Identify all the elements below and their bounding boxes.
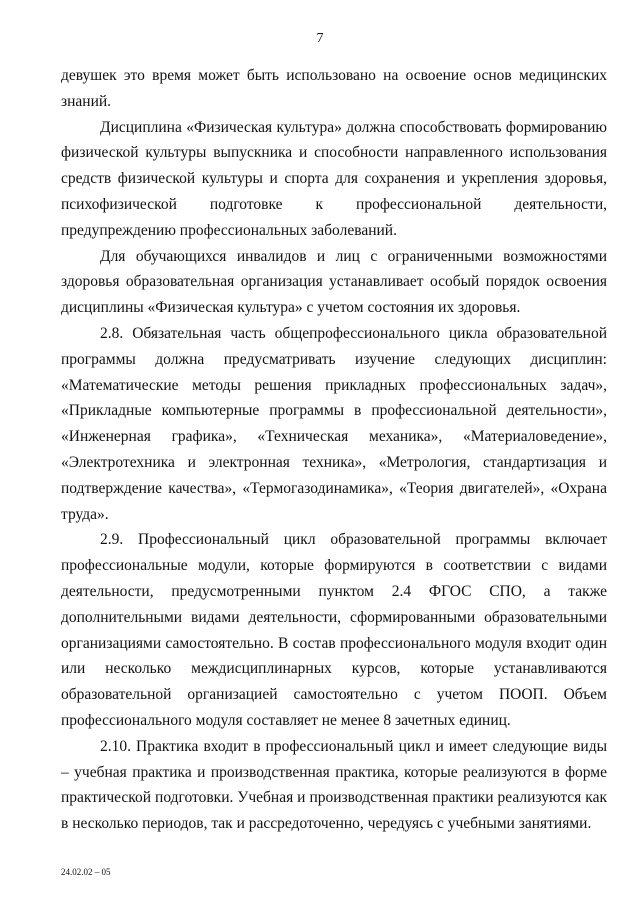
page-number: 7 (316, 31, 324, 46)
paragraph-physical-culture: Дисциплина «Физическая культура» должна способствовать формированию физической культуры выпускника и способности направленного использования средств физической культуры и спорта для сохранения и укрепления здоровья, психофизической подготовке к профессиональной деятельности, предупреждению профессиональных заболеваний. (61, 118, 607, 239)
paragraph-2-9: 2.9. Профессиональный цикл образовательной программы включает профессиональные модули, которые формируются в соответствии с видами деятельности, предусмотренными пунктом 2.4 ФГОС СПО, а также дополнительными видами деятельности, сформированными образовательными организациями самостоятельно. В состав профессионального модуля входит один или несколько междисциплинарных курсов, которые устанавливаются образовательной организацией самостоятельно с учетом ПООП. Объем профессионального модуля составляет не менее 8 зачетных единиц. (61, 531, 607, 729)
paragraph-disabled-students: Для обучающихся инвалидов и лиц с ограниченными возможностями здоровья образовательная организация устанавливает особый порядок освоения дисциплины «Физическая культура» с учетом состояния их здоровья. (61, 247, 607, 317)
paragraph-2-8: 2.8. Обязательная часть общепрофессионального цикла образовательной программы должна предусматривать изучение следующих дисциплин: «Математические методы решения прикладных профессиональных задач», «Прикладные компьютерные программы в профессиональной деятельности», «Инженерная графика», «Техническая механика», «Материаловедение», «Электротехника и электронная техника», «Метрология, стандартизация и подтверждение качества», «Термогазодинамика», «Теория двигателей», «Охрана труда». (61, 324, 607, 523)
body-text (61, 63, 607, 837)
paragraph-2-10: 2.10. Практика входит в профессиональный цикл и имеет следующие виды – учебная практика и производственная практика, которые реализуются в форме практической подготовки. Учебная и производственная практики реализуются как в несколько периодов, так и рассредоточенно, чередуясь с учебными занятиями. (61, 737, 607, 833)
footer-code: 24.02.02 – 05 (61, 867, 111, 877)
paragraph-continuation: девушек это время может быть использовано на освоение основ медицинских знаний. (61, 67, 607, 110)
